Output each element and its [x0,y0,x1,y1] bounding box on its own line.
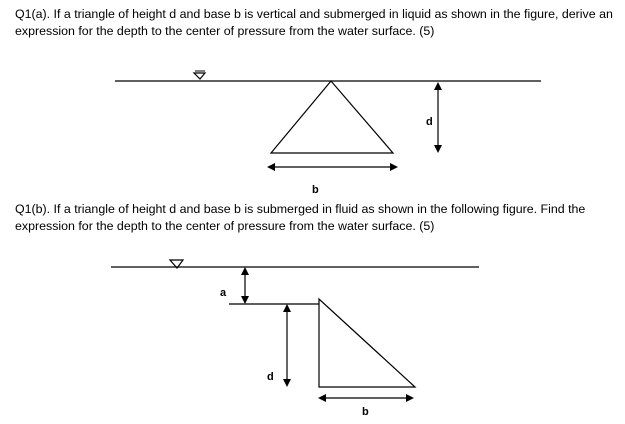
depth-to-top-arrow [241,267,249,304]
question-1b-text: Q1(b). If a triangle of height d and base b is submerged in fluid as shown in the following figure. Find the expression for the depth to the center of pressure from the water surface. (5) [15,202,586,233]
depth-to-top-label: a [220,287,227,299]
question-1a-text: Q1(a). If a triangle of height d and base b is vertical and submerged in liquid as shown in the figure, derive an expression for the depth to the center of pressure from the water surface. (5) [15,7,613,38]
height-label: d [267,371,274,383]
base-label: b [362,406,369,418]
height-arrow [283,304,291,387]
base-label: b [312,184,319,196]
base-arrow [318,394,414,402]
submerged-right-triangle [319,299,415,387]
height-label: d [426,116,433,128]
